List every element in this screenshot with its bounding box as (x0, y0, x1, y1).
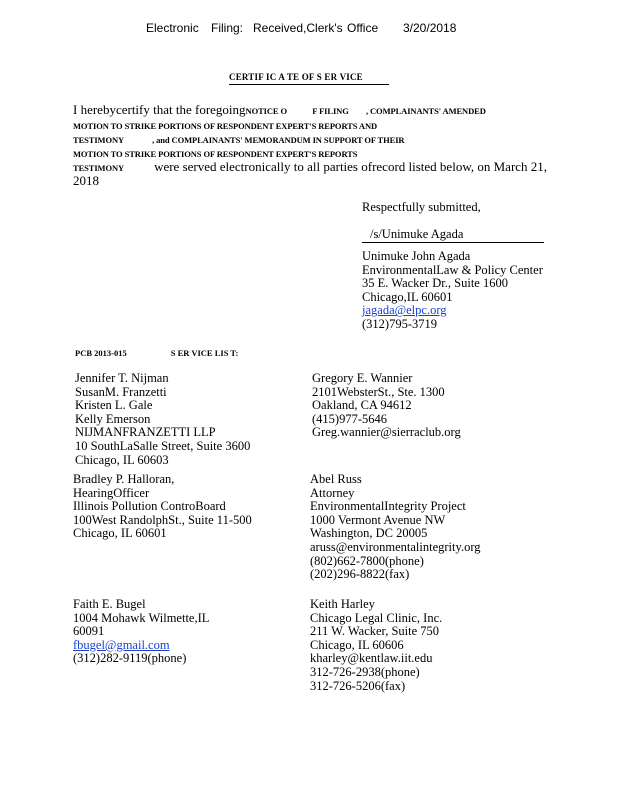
signature-line (362, 242, 544, 243)
cert-line-1 (73, 103, 486, 118)
signature-phone: (312)795-3719 (362, 316, 437, 331)
signature-signed: /s/Unimuke Agada (370, 227, 464, 241)
contact-line: Keith Harley (310, 597, 375, 611)
contact-nijman (75, 372, 250, 467)
page-title: CERTIF IC A TE OF S ER VICE (229, 72, 363, 82)
contact-line: 10 SouthLaSalle Street, Suite 3600 (75, 438, 251, 453)
contact-line: Attorney (310, 485, 355, 500)
cert-line-2: MOTION TO STRIKE PORTIONS OF RESPONDENT EXPERT'S REPORTS AND (73, 121, 378, 131)
contact-line: Oakland, CA 94612 (312, 398, 412, 413)
contact-harley (310, 598, 442, 693)
header-received: Received,Clerk's (253, 21, 343, 35)
contact-line: (415)977-5646 (312, 411, 387, 426)
signature-address1: 35 E. Wacker Dr., Suite 1600 (362, 276, 508, 291)
contact-line: NIJMANFRANZETTI LLP (75, 425, 216, 440)
contact-line: EnvironmentalIntegrity Project (310, 499, 466, 514)
cert-testimony: TESTIMONY (73, 135, 125, 145)
header-electronic: Electronic (146, 21, 199, 35)
service-list-title (75, 348, 238, 358)
contact-line: Bradley P. Halloran, (73, 472, 175, 486)
cert-line-6: 2018 (73, 173, 99, 188)
contact-line: Abel Russ (310, 472, 362, 486)
contact-line: Illinois Pollution ControBoard (73, 499, 226, 514)
cert-served-text: were served electronically to all parties ofrecord listed below, on March 21, (154, 159, 548, 174)
contact-line: (312)282-9119(phone) (73, 651, 187, 666)
cert-testimony-2: TESTIMONY (73, 163, 125, 173)
contact-line: 312-726-2938(phone) (310, 664, 420, 679)
cert-doc-amended: , COMPLAINANTS' AMENDED (365, 106, 486, 116)
contact-bugel (73, 598, 209, 666)
signature-address2: Chicago,IL 60601 (362, 289, 453, 304)
contact-line: 1000 Vermont Avenue NW (310, 512, 446, 527)
contact-line: (202)296-8822(fax) (310, 567, 410, 582)
signature-block (362, 250, 543, 332)
cert-line-5 (73, 160, 547, 175)
contact-line: 100West RandolphSt., Suite 11-500 (73, 512, 252, 527)
contact-line: (802)662-7800(phone) (310, 553, 424, 568)
contact-line: Kelly Emerson (75, 411, 151, 426)
contact-line: 312-726-5206(fax) (310, 678, 406, 693)
cert-memorandum: , and COMPLAINANTS' MEMORANDUM IN SUPPORT OF THEIR (152, 135, 405, 145)
contact-line: aruss@environmentalintegrity.org (310, 539, 481, 554)
signature-name: Unimuke John Agada (362, 249, 471, 263)
contact-line: Kristen L. Gale (75, 398, 153, 413)
cert-doc-filing: F FILING (312, 106, 349, 116)
signature-org: EnvironmentalLaw & Policy Center (362, 262, 543, 277)
contact-line: 1004 Mohawk Wilmette,IL (73, 610, 210, 625)
case-number: PCB 2013-015 (75, 348, 127, 358)
cert-doc-notice: NOTICE O (245, 106, 288, 116)
contact-line: Gregory E. Wannier (312, 371, 413, 385)
signature-closing: Respectfully submitted, (362, 200, 481, 214)
contact-line: 60091 (73, 624, 105, 639)
contact-wannier (312, 372, 461, 440)
title-underline (229, 84, 389, 85)
contact-line: Washington, DC 20005 (310, 526, 428, 541)
cert-line-4: MOTION TO STRIKE PORTIONS OF RESPONDENT EXPERT'S REPORTS (73, 149, 358, 159)
cert-text: I herebycertify that the foregoing (73, 102, 246, 117)
contact-line: Chicago, IL 60601 (73, 526, 167, 541)
contact-line: HearingOfficer (73, 485, 150, 500)
bugel-email-link[interactable]: fbugel@gmail.com (73, 637, 170, 652)
contact-line: Faith E. Bugel (73, 597, 146, 611)
cert-line-3 (73, 135, 404, 145)
service-list-label: S ER VICE LIS T: (170, 348, 239, 358)
contact-line: kharley@kentlaw.iit.edu (310, 651, 433, 666)
contact-line: Chicago, IL 60606 (310, 637, 404, 652)
contact-line: SusanM. Franzetti (75, 384, 167, 399)
contact-line: Greg.wannier@sierraclub.org (312, 425, 461, 440)
header-filing: Filing: (211, 21, 244, 35)
contact-russ (310, 473, 481, 582)
contact-line: Jennifer T. Nijman (75, 371, 169, 385)
header-date: 3/20/2018 (403, 21, 457, 35)
header-office: Office (347, 21, 379, 35)
contact-line: 211 W. Wacker, Suite 750 (310, 624, 440, 639)
contact-line: 2101WebsterSt., Ste. 1300 (312, 384, 445, 399)
signature-email-link[interactable]: jagada@elpc.org (362, 303, 447, 318)
contact-line: Chicago Legal Clinic, Inc. (310, 610, 443, 625)
contact-halloran (73, 473, 252, 541)
contact-line: Chicago, IL 60603 (75, 452, 169, 467)
